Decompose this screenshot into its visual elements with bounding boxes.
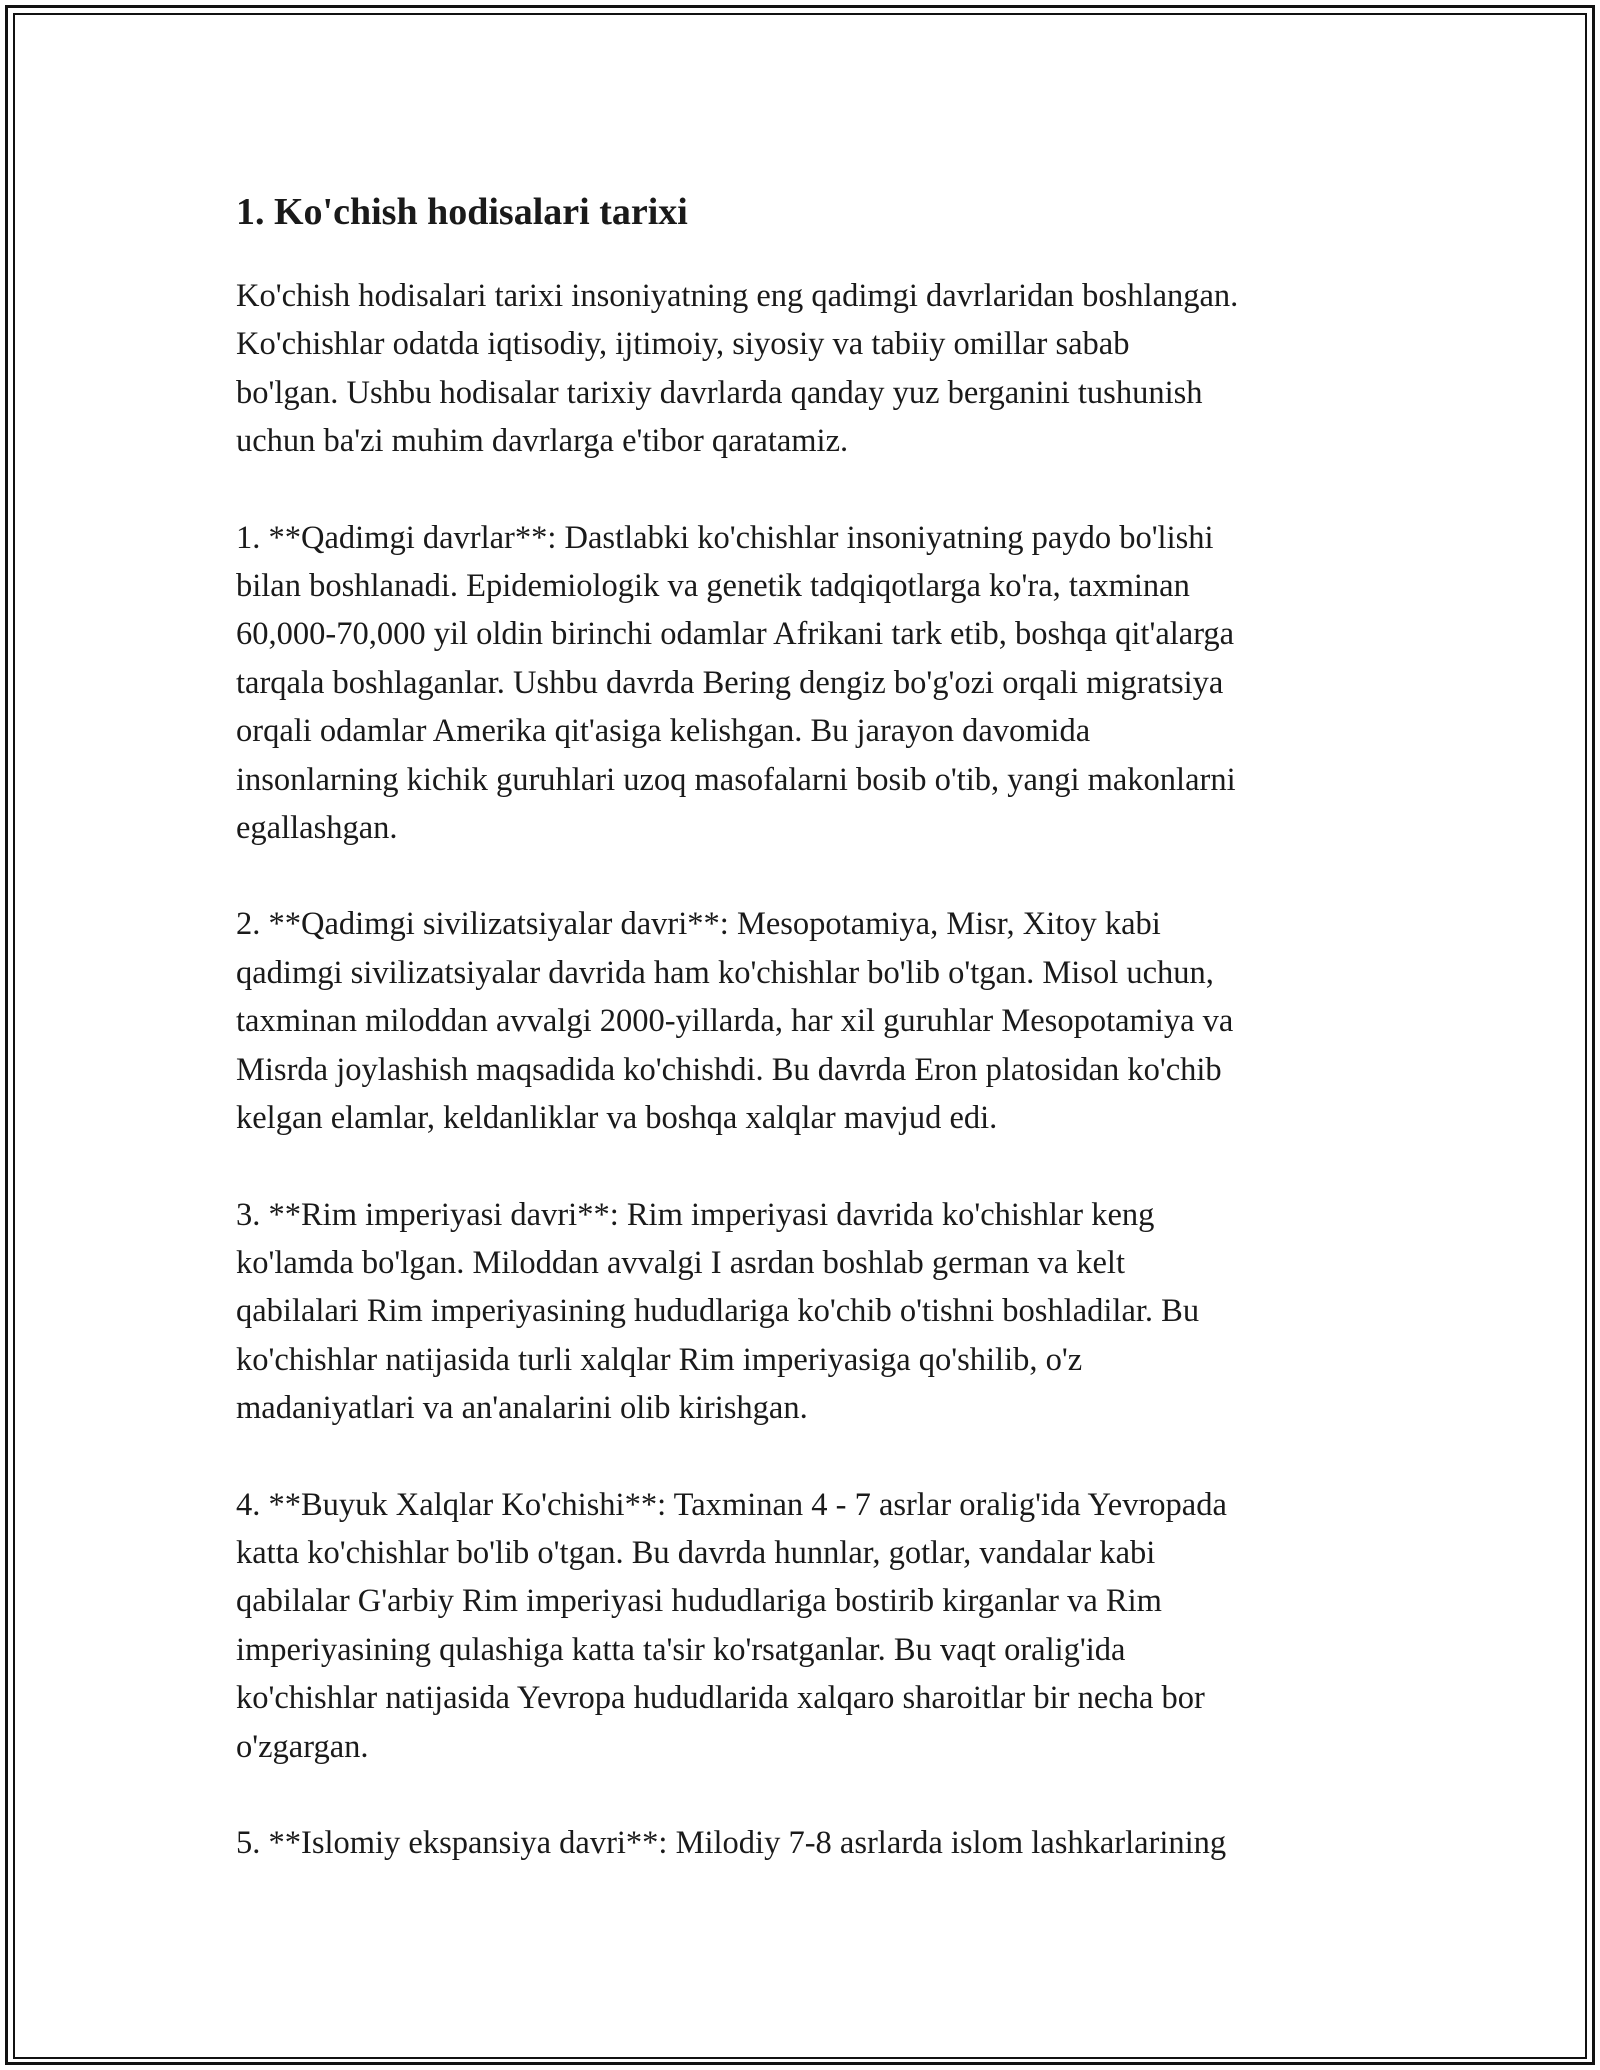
section-heading: 1. Ko'chish hodisalari tarixi	[236, 191, 688, 233]
text-line: Ko'chish hodisalari tarixi insoniyatning eng qadimgi davrlaridan boshlangan.	[236, 278, 1239, 314]
paragraph-ancient-civilizations	[236, 900, 1386, 1142]
text-line: kelgan elamlar, keldanliklar va boshqa xalqlar mavjud edi.	[236, 1100, 998, 1137]
text-line: Ko'chishlar odatda iqtisodiy, ijtimoiy, siyosiy va tabiiy omillar sabab	[236, 326, 1130, 363]
text-line: Misrda joylashish maqsadida ko'chishdi. Bu davrda Eron platosidan ko'chib	[236, 1051, 1222, 1088]
text-line: 4. **Buyuk Xalqlar Ko'chishi**: Taxminan 4 - 7 asrlar oralig'ida Yevropada	[236, 1486, 1227, 1523]
text-line: 3. **Rim imperiyasi davri**: Rim imperiyasi davrida ko'chishlar keng	[236, 1196, 1155, 1233]
text-line: 2. **Qadimgi sivilizatsiyalar davri**: Mesopotamiya, Misr, Xitoy kabi	[236, 906, 1161, 943]
paragraph-islamic-expansion	[236, 1819, 1386, 1867]
text-line: ko'lamda bo'lgan. Miloddan avvalgi I asrdan boshlab german va kelt	[236, 1244, 1125, 1281]
text-line: tarqala boshlaganlar. Ushbu davrda Bering dengiz bo'g'ozi orqali migratsiya	[236, 664, 1224, 701]
text-line: ko'chishlar natijasida turli xalqlar Rim imperiyasiga qo'shilib, o'z	[236, 1341, 1083, 1378]
text-line: bilan boshlanadi. Epidemiologik va genetik tadqiqotlarga ko'ra, taxminan	[236, 568, 1190, 605]
text-line: insonlarning kichik guruhlari uzoq masofalarni bosib o'tib, yangi makonlarni	[236, 761, 1236, 798]
paragraph-great-migration	[236, 1481, 1386, 1771]
paragraph-ancient-periods	[236, 514, 1386, 853]
text-line: ko'chishlar natijasida Yevropa hududlarida xalqaro sharoitlar bir necha bor	[236, 1680, 1205, 1717]
intro-paragraph	[236, 272, 1386, 466]
text-line: taxminan miloddan avvalgi 2000-yillarda, har xil guruhlar Mesopotamiya va	[236, 1003, 1234, 1040]
text-line: egallashgan.	[236, 810, 398, 847]
text-line: qabilalari Rim imperiyasining hududlariga ko'chib o'tishni boshladilar. Bu	[236, 1293, 1200, 1330]
text-line: bo'lgan. Ushbu hodisalar tarixiy davrlarda qanday yuz berganini tushunish	[236, 374, 1203, 411]
text-line: qabilalar G'arbiy Rim imperiyasi hududlariga bostirib kirganlar va Rim	[236, 1583, 1162, 1620]
paragraph-roman-empire	[236, 1191, 1386, 1433]
text-line: madaniyatlari va an'analarini olib kirishgan.	[236, 1390, 808, 1427]
text-line: imperiyasining qulashiga katta ta'sir ko'rsatganlar. Bu vaqt oralig'ida	[236, 1631, 1126, 1668]
text-line: uchun ba'zi muhim davrlarga e'tibor qaratamiz.	[236, 423, 849, 460]
text-line: o'zgargan.	[236, 1728, 369, 1765]
text-line: katta ko'chishlar bo'lib o'tgan. Bu davrda hunnlar, gotlar, vandalar kabi	[236, 1534, 1156, 1571]
document-body	[236, 186, 1386, 1915]
text-line: 1. **Qadimgi davrlar**: Dastlabki ko'chishlar insoniyatning paydo bo'lishi	[236, 519, 1214, 556]
text-line: orqali odamlar Amerika qit'asiga kelishgan. Bu jarayon davomida	[236, 713, 1091, 750]
text-line: qadimgi sivilizatsiyalar davrida ham ko'chishlar bo'lib o'tgan. Misol uchun,	[236, 954, 1214, 991]
text-line: 60,000-70,000 yil oldin birinchi odamlar Afrikani tark etib, boshqa qit'alarga	[236, 616, 1235, 653]
text-line: 5. **Islomiy ekspansiya davri**: Milodiy 7-8 asrlarda islom lashkarlarining	[236, 1824, 1227, 1861]
